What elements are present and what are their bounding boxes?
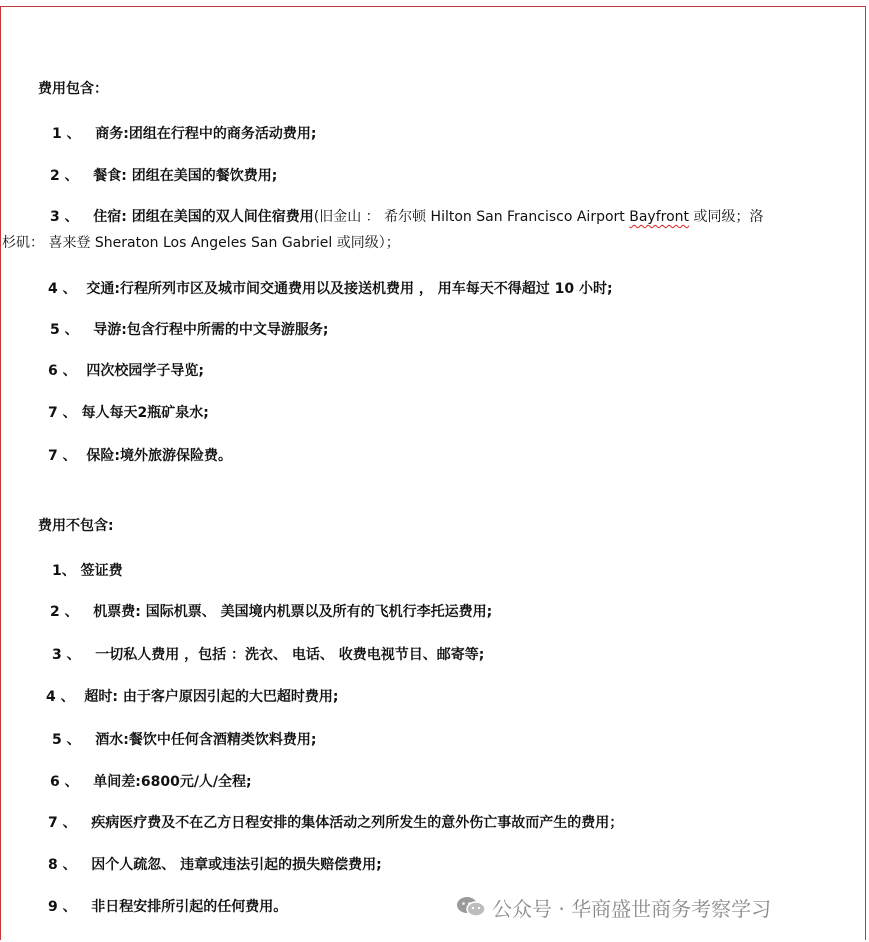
item-number: 8 、 xyxy=(48,857,77,873)
item-number: 2 、 xyxy=(50,604,79,620)
excluded-item-5 xyxy=(52,731,316,749)
included-item-6 xyxy=(48,362,204,380)
item-number: 7 、 xyxy=(48,405,77,421)
item-number: 5 、 xyxy=(52,732,81,748)
item-text: 疾病医疗费及不在乙方日程安排的集体活动之列所发生的意外伤亡事故而产生的费用； xyxy=(91,815,624,831)
included-item-5 xyxy=(50,321,328,339)
item-number: 4 、 xyxy=(46,689,75,705)
included-heading: 费用包含： xyxy=(38,81,108,97)
item-number: 6 、 xyxy=(48,363,77,379)
item-number: 7 、 xyxy=(48,815,77,831)
item-number: 9 、 xyxy=(48,899,77,915)
excluded-item-1 xyxy=(52,562,123,580)
item-number: 7 、 xyxy=(48,448,77,464)
item-number: 3 、 xyxy=(52,647,81,663)
excluded-item-6 xyxy=(50,773,252,791)
watermark-text: 公众号 · 华商盛世商务考察学习 xyxy=(492,896,772,921)
included-item-2 xyxy=(50,167,277,185)
excluded-item-3 xyxy=(52,646,484,664)
item-text: 非日程安排所引起的任何费用。 xyxy=(91,899,288,915)
excluded-item-8 xyxy=(48,856,382,874)
item-text: 一切私人费用 ，包括 ：洗衣、 电话、 收费电视节目、邮寄等; xyxy=(95,647,485,663)
item-text: 签证费 xyxy=(80,563,123,579)
included-item-1 xyxy=(52,125,316,143)
item-number: 1 、 xyxy=(52,126,81,142)
item-text: 超时: 由于客户原因引起的大巴超时费用; xyxy=(84,689,339,705)
item-text-bold: 住宿: 团组在美国的双人间住宿费用 xyxy=(93,209,314,225)
item-text: 每人每天2瓶矿泉水; xyxy=(81,405,209,421)
item-number: 1、 xyxy=(52,563,76,579)
item-text: 交通:行程所列市区及城市间交通费用以及接送机费用 ， 用车每天不得超过 10 小时; xyxy=(86,281,613,297)
included-item-8 xyxy=(48,447,232,465)
item-text-detail: (旧金山 ： 希尔顿 Hilton San Francisco Airport xyxy=(313,209,630,225)
included-item-3 xyxy=(50,208,763,226)
excluded-item-4 xyxy=(46,688,338,706)
item-number: 2 、 xyxy=(50,168,79,184)
item-text: 餐食: 团组在美国的餐饮费用; xyxy=(93,168,278,184)
included-item-4 xyxy=(48,280,613,298)
item-text: 酒水:餐饮中任何含酒精类饮料费用; xyxy=(95,732,317,748)
item-text-detail-end: 或同级；洛 xyxy=(689,209,764,225)
document-frame xyxy=(0,6,866,940)
item-text: 导游:包含行程中所需的中文导游服务; xyxy=(93,322,329,338)
item-text: 机票费: 国际机票、 美国境内机票以及所有的飞机行李托运费用; xyxy=(93,604,493,620)
included-item-3-continued: 杉矶： 喜来登 Sheraton Los Angeles San Gabriel 或同级）； xyxy=(2,235,400,251)
excluded-item-9 xyxy=(48,898,287,916)
item-text: 四次校园学子导览; xyxy=(86,363,204,379)
item-number: 6 、 xyxy=(50,774,79,790)
item-number: 4 、 xyxy=(48,281,77,297)
item-number: 3 、 xyxy=(50,209,79,225)
item-number: 5 、 xyxy=(50,322,79,338)
excluded-item-7 xyxy=(48,814,623,832)
excluded-heading: 费用不包含: xyxy=(38,518,114,534)
item-text: 因个人疏忽、 违章或违法引起的损失赔偿费用; xyxy=(91,857,382,873)
excluded-item-2 xyxy=(50,603,492,621)
item-text: 单间差:6800元/人/全程; xyxy=(93,774,252,790)
included-item-7 xyxy=(48,404,209,422)
wechat-icon xyxy=(456,896,486,918)
watermark xyxy=(456,893,771,921)
item-text: 保险:境外旅游保险费。 xyxy=(86,448,232,464)
item-text: 商务:团组在行程中的商务活动费用; xyxy=(95,126,317,142)
spellcheck-word: Bayfront xyxy=(629,209,690,225)
